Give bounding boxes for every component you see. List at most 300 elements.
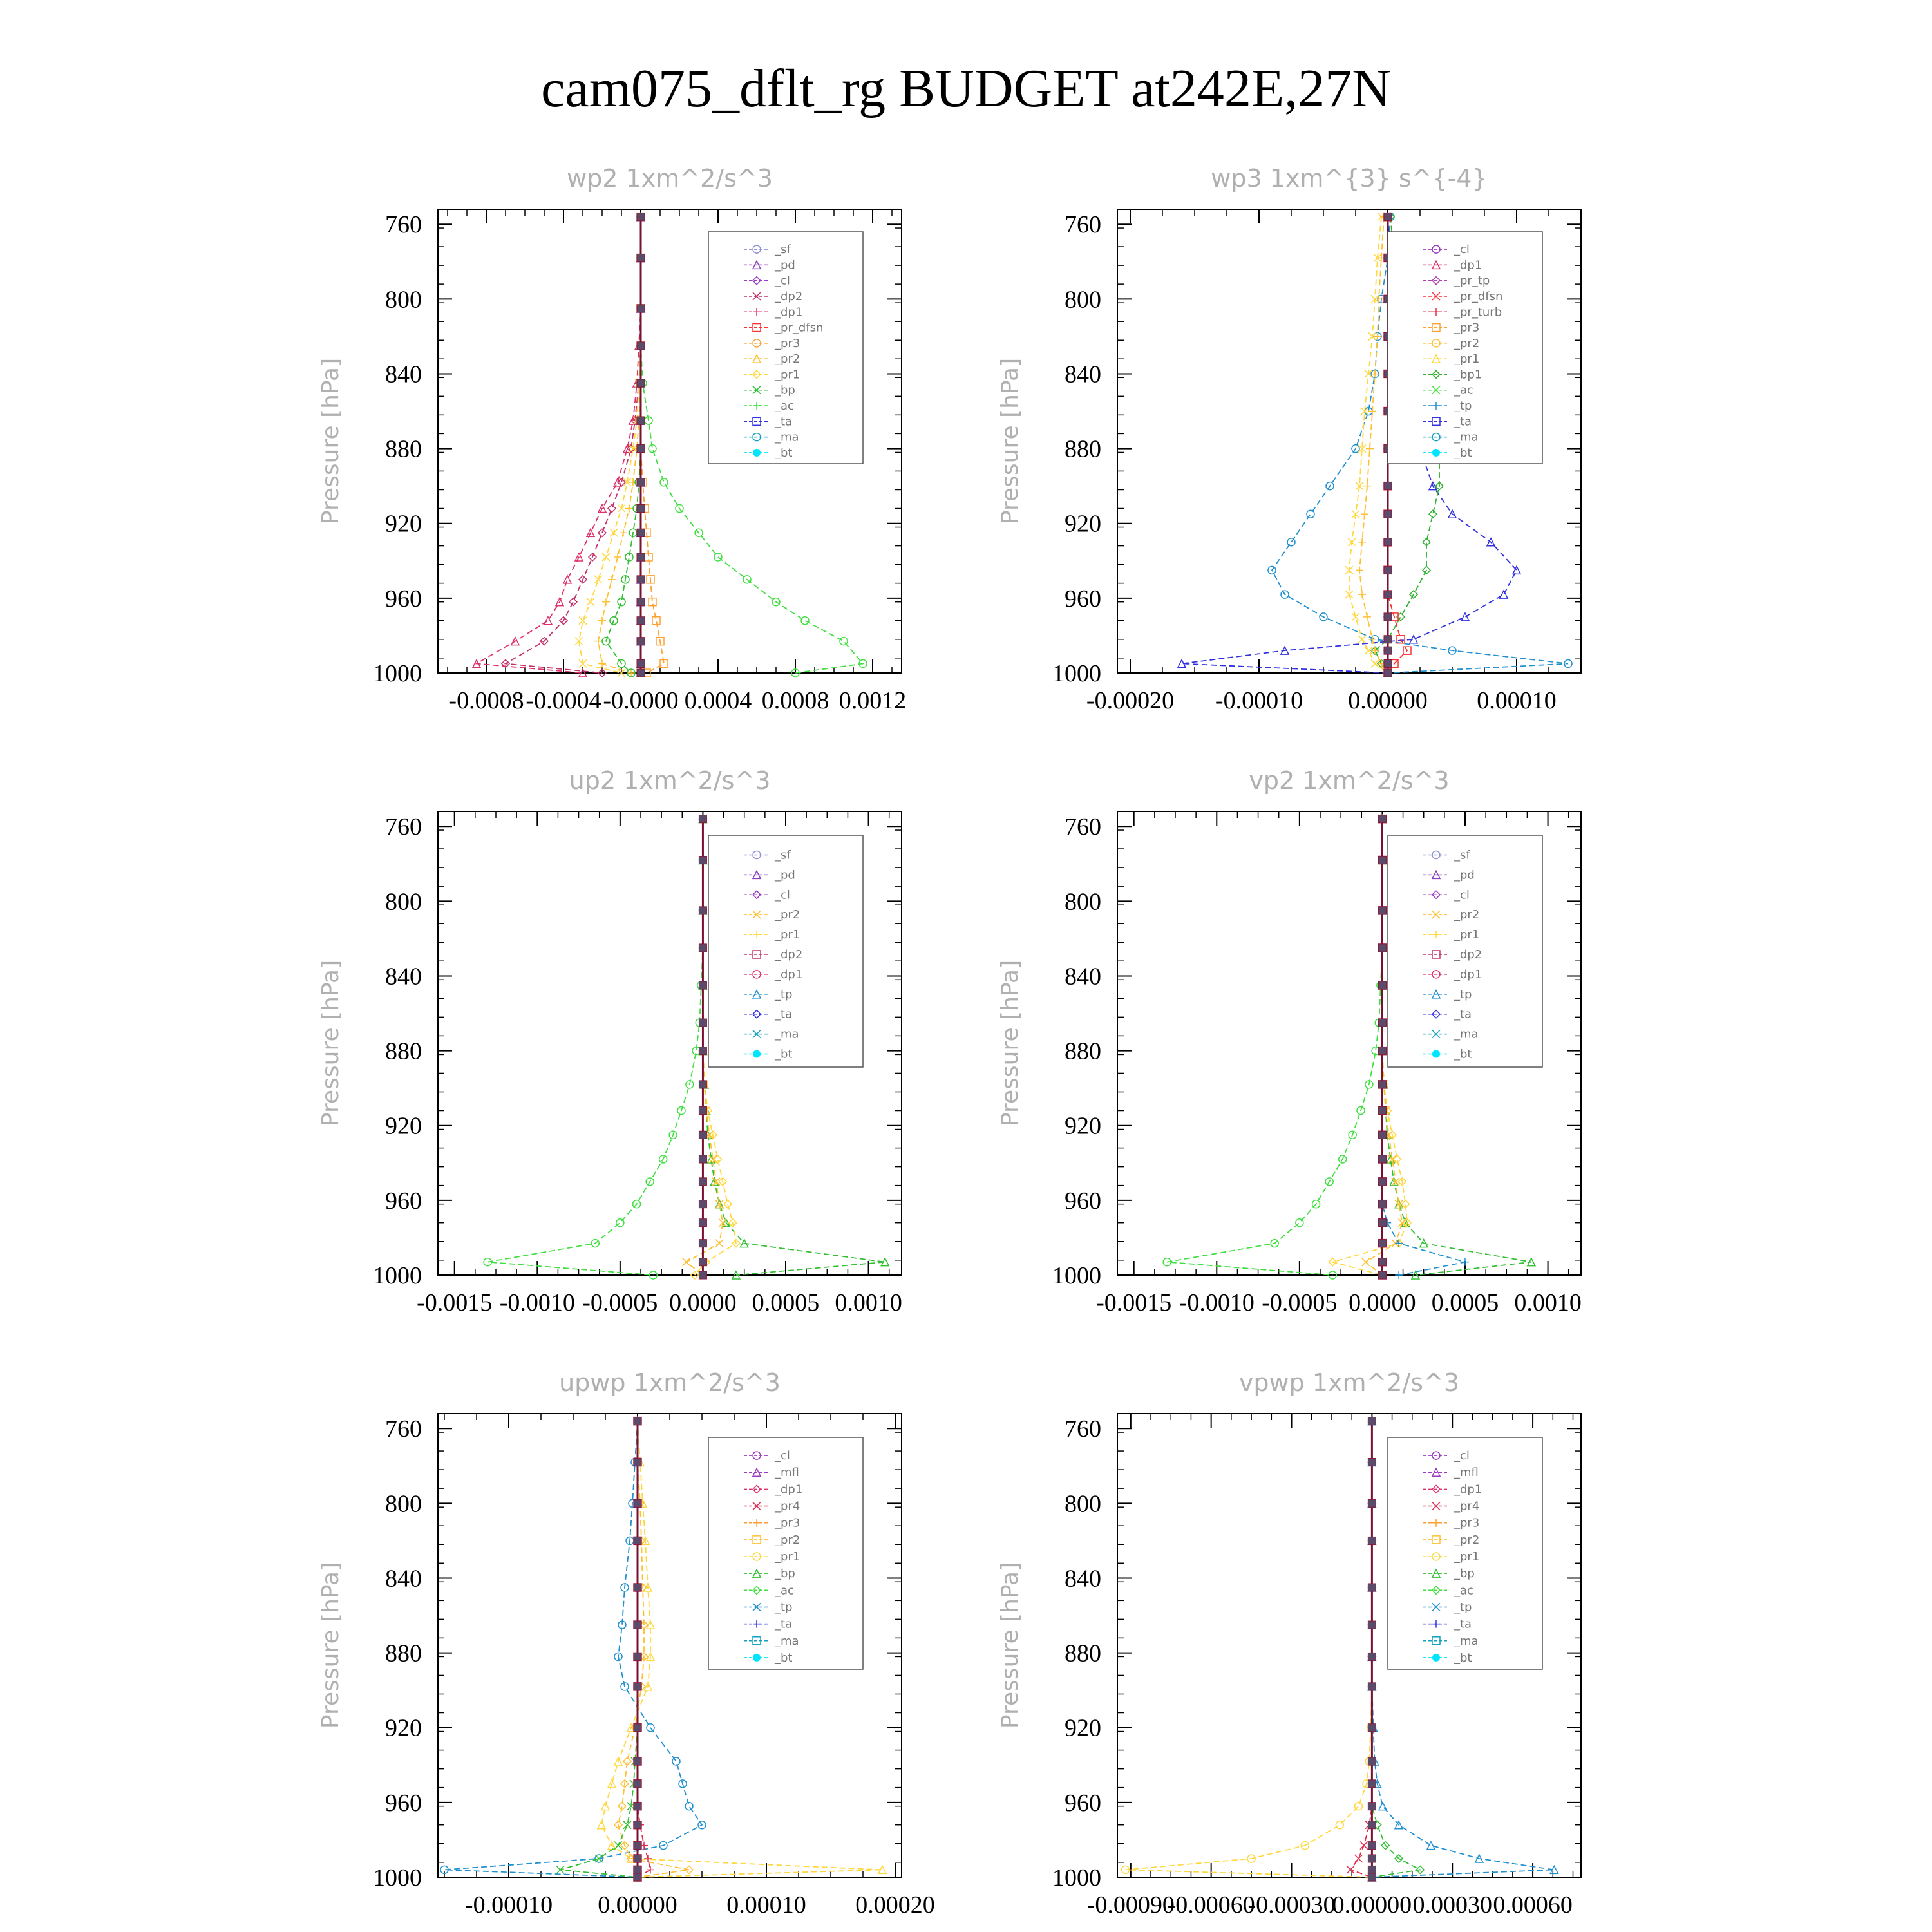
zero-profile-marker [634,1855,641,1862]
zero-profile-marker [1378,1178,1386,1186]
x-tick-label: -0.0000 [603,687,679,714]
y-tick-label: 1000 [1052,1864,1101,1891]
data-point-dp2 [598,529,606,536]
series-line-ac [488,819,703,1275]
x-tick-label: -0.00010 [464,1891,553,1918]
x-tick-label: -0.00090 [1086,1891,1175,1918]
y-tick-label: 840 [1065,361,1101,388]
y-tick-label: 760 [385,1416,422,1443]
y-tick-label: 880 [1065,1640,1101,1667]
x-tick-label: 0.0010 [835,1289,902,1316]
zero-profile-marker [1378,856,1386,864]
zero-profile-marker [1378,1271,1386,1279]
zero-profile-marker [1384,636,1392,643]
zero-profile-marker [1384,613,1392,621]
legend-label: _mfl [1454,1466,1479,1480]
zero-profile-marker [637,379,645,387]
data-point-pr2 [608,576,616,583]
zero-profile-marker [637,213,645,221]
zero-profile-marker [637,576,645,583]
y-tick-label: 920 [385,1112,422,1140]
zero-profile-marker [699,1081,706,1088]
y-tick-label: 880 [1065,435,1101,463]
data-point-tp [672,1757,680,1765]
data-point-dp1 [544,617,552,625]
data-point-pr1 [724,1200,732,1208]
zero-profile-marker [699,907,706,914]
legend [1388,1437,1542,1669]
panel-subtitle: wp3 1xm^{3} s^{-4} [1211,164,1488,193]
zero-profile-marker [637,669,645,677]
data-point-pr2 [1362,1258,1370,1266]
legend-label: _pr1 [775,1550,800,1564]
zero-profile-marker [1378,981,1386,989]
legend-label: _ac [1454,1584,1473,1598]
y-tick-label: 800 [385,1490,422,1518]
zero-profile-marker [1378,1258,1386,1266]
y-tick-label: 1000 [1052,1262,1101,1289]
zero-profile-marker [1384,566,1392,574]
legend-label: _mfl [775,1466,799,1480]
y-tick-label: 800 [385,888,422,916]
legend [708,835,863,1067]
legend-label: _pr2 [1454,908,1480,922]
legend-label: _ac [775,399,794,413]
legend-label: _pr4 [1454,1499,1480,1513]
y-tick-label: 760 [1065,211,1101,239]
zero-profile-marker [1368,1683,1376,1690]
data-point-pr4 [1360,1842,1368,1850]
x-tick-label: 0.0000 [1349,1289,1416,1316]
zero-profile-marker [1368,1855,1376,1862]
legend-label: _bt [1454,446,1472,460]
legend-label: _pr2 [1454,1533,1480,1547]
zero-profile-marker [1368,1584,1376,1591]
legend-label: _pr2 [1454,336,1480,350]
panels-container [317,164,1582,1918]
zero-profile-marker [699,1131,706,1139]
x-tick-label: 0.0004 [684,687,752,714]
legend-label: _pr1 [1454,352,1480,366]
legend-label: _dp1 [775,305,803,319]
y-tick-label: 880 [385,435,422,463]
data-point-pr1 [610,529,618,536]
legend-label: _cl [1454,1449,1470,1463]
data-point-tp [1427,1842,1435,1850]
zero-profile-marker [1378,1200,1386,1208]
series-line-bp [606,217,641,673]
data-point-ac [840,638,848,645]
y-tick-label: 800 [1065,888,1101,916]
data-point-ac [1296,1219,1303,1227]
x-tick-label: 0.0005 [752,1289,820,1316]
zero-profile-marker [1378,907,1386,914]
zero-profile-marker [634,1757,641,1765]
y-axis-label: Pressure [hPa] [317,357,344,525]
x-tick-label: -0.00010 [1215,687,1303,714]
y-tick-label: 760 [385,813,422,841]
legend-marker-bt [753,449,761,457]
x-tick-label: 0.0005 [1431,1289,1499,1316]
y-tick-label: 920 [1065,510,1101,538]
y-tick-label: 760 [1065,813,1101,841]
x-tick-label: 0.00020 [855,1891,935,1918]
data-point-tp [685,1803,693,1810]
x-tick-label: 0.0000 [669,1289,737,1316]
legend-label: _bp1 [1454,368,1482,382]
panel-subtitle: vp2 1xm^2/s^3 [1249,766,1450,795]
zero-profile-marker [634,1873,641,1881]
legend-label: _ma [1454,1027,1479,1041]
y-tick-label: 920 [385,510,422,538]
zero-profile-marker [634,1621,641,1629]
y-tick-label: 960 [385,585,422,612]
legend-label: _sf [775,848,791,862]
data-point-pr1 [1345,591,1353,598]
data-point-bp [556,1866,564,1873]
data-point-pr2 [625,505,633,513]
legend-label: _pr3 [1454,321,1480,335]
zero-profile-marker [634,1866,641,1873]
data-point-ta [1500,591,1508,598]
legend-label: _pr1 [1454,1550,1480,1564]
y-tick-label: 920 [1065,1112,1101,1140]
data-point-ac [660,478,668,486]
legend-label: _bt [1454,1651,1472,1665]
y-tick-label: 960 [385,1789,422,1817]
zero-profile-marker [1384,591,1392,598]
legend-label: _bt [1454,1047,1472,1061]
zero-profile-marker [1378,944,1386,952]
y-tick-label: 1000 [1052,660,1101,687]
x-tick-label: 0.00030 [1412,1891,1492,1918]
data-point-pr1 [602,553,610,561]
data-point-pr2 [614,553,621,561]
legend-label: _pr1 [775,928,800,942]
data-point-pr2 [598,659,606,667]
data-point-pr2 [1368,408,1376,415]
zero-profile-marker [699,1271,706,1279]
legend-label: _tp [1454,399,1472,413]
zero-profile-marker [637,659,645,667]
legend-label: _tp [775,987,793,1001]
zero-profile-marker [1384,510,1392,518]
x-tick-label: 0.00060 [1493,1891,1573,1918]
legend-label: _ta [775,1617,793,1631]
data-point-ac [616,1219,624,1227]
legend-label: _dp1 [1454,258,1482,272]
zero-profile-marker [1384,213,1392,221]
legend-label: _pr_dfsn [1454,290,1503,303]
x-tick-label: 0.00000 [1348,687,1428,714]
legend [708,232,863,464]
zero-profile-marker [1378,815,1386,823]
zero-profile-marker [1378,1047,1386,1055]
zero-profile-marker [634,1780,641,1788]
data-point-tp [1395,1271,1403,1279]
y-axis-label: Pressure [hPa] [997,1562,1023,1729]
data-point-pr2 [1361,510,1368,518]
zero-profile-marker [1378,1107,1386,1115]
zero-profile-marker [699,1155,706,1163]
legend-label: _tp [1454,1600,1472,1615]
series-line-pr1 [1125,1421,1372,1877]
y-axis-label: Pressure [hPa] [317,960,344,1127]
data-point-pr2 [1358,538,1366,546]
zero-profile-marker [1378,1219,1386,1227]
legend-label: _ta [1454,1617,1472,1631]
zero-profile-marker [1378,1019,1386,1027]
legend-label: _pr3 [775,1516,800,1530]
zero-profile-marker [1378,1131,1386,1139]
legend-label: _pr3 [775,336,800,350]
legend-label: _ta [1454,1007,1472,1021]
zero-profile-marker [699,981,706,989]
zero-profile-marker [1368,1866,1376,1873]
x-tick-label: -0.0005 [582,1289,658,1316]
zero-profile-marker [634,1417,641,1425]
legend-label: _ac [1454,383,1473,397]
data-point-pr1 [1352,613,1359,621]
zero-profile-marker [699,1219,706,1227]
legend-label: _ma [1454,430,1479,444]
legend-label: _dp2 [775,290,803,303]
zero-profile-marker [1384,538,1392,546]
legend-label: _dp1 [775,1482,803,1497]
zero-profile-marker [637,305,645,312]
legend-label: _pr_tp [1454,274,1490,288]
legend-marker-bt [1432,1050,1440,1058]
data-point-pr1 [618,505,625,513]
data-point-dp2 [569,598,577,606]
legend-label: _pr4 [775,1499,800,1513]
zero-profile-marker [634,1683,641,1690]
legend-label: _bp [775,1567,795,1581]
legend-label: _bt [775,1047,793,1061]
y-axis-label: Pressure [hPa] [997,357,1023,525]
zero-profile-marker [1368,1873,1376,1881]
legend-label: _ma [775,1027,799,1041]
legend-label: _dp1 [1454,1482,1482,1497]
zero-profile-marker [1378,1155,1386,1163]
x-tick-label: 0.0012 [838,687,907,714]
zero-profile-marker [1378,1240,1386,1247]
zero-profile-marker [634,1821,641,1829]
zero-profile-marker [1384,669,1392,677]
y-tick-label: 880 [1065,1037,1101,1065]
legend-label: _dp2 [775,948,803,961]
panel-subtitle: up2 1xm^2/s^3 [569,766,771,795]
data-point-pr1 [1355,1803,1363,1810]
data-point-pr4 [647,1866,654,1873]
zero-profile-marker [699,1019,706,1027]
zero-profile-marker [637,254,645,261]
x-tick-label: -0.00030 [1247,1891,1336,1918]
zero-profile-marker [637,342,645,350]
zero-profile-marker [1368,1417,1376,1425]
chart-panel-wp2 [317,164,906,714]
legend-marker-bt [753,1050,761,1058]
chart-panel-vpwp [997,1368,1581,1918]
zero-profile-marker [699,1258,706,1266]
zero-profile-marker [637,617,645,625]
x-tick-label: 0.00000 [1332,1891,1412,1918]
x-tick-label: -0.0010 [499,1289,575,1316]
legend-marker-bt [753,1654,761,1662]
y-tick-label: 960 [1065,1789,1101,1817]
y-tick-label: 800 [1065,286,1101,314]
zero-profile-marker [1368,1458,1376,1466]
data-point-pr4 [1347,1866,1354,1873]
y-tick-label: 880 [385,1037,422,1065]
legend-label: _pd [775,868,795,882]
legend-label: _ma [1454,1634,1479,1648]
zero-profile-marker [1384,659,1392,667]
zero-profile-marker [699,944,706,952]
legend-marker-bt [1432,1654,1440,1662]
data-point-ta [1461,613,1469,621]
x-tick-label: -0.0005 [1262,1289,1338,1316]
zero-profile-marker [1368,1803,1376,1810]
y-tick-label: 840 [1065,1565,1101,1593]
y-tick-label: 1000 [373,1262,422,1289]
zero-profile-marker [1368,1621,1376,1629]
legend-marker-bt [1432,449,1440,457]
zero-profile-marker [634,1537,641,1544]
y-tick-label: 1000 [373,1864,422,1891]
x-tick-label: -0.0015 [417,1289,493,1316]
zero-profile-marker [637,529,645,536]
zero-profile-marker [699,815,706,823]
data-point-pr2 [1366,445,1374,453]
data-point-pr2 [715,1240,723,1247]
legend-label: _bt [775,1651,793,1665]
zero-profile-marker [637,445,645,453]
zero-profile-marker [634,1653,641,1660]
legend [1388,835,1542,1067]
zero-profile-marker [1368,1653,1376,1660]
zero-profile-marker [634,1499,641,1507]
series-line-pr2 [598,217,641,673]
data-point-dp2 [608,505,616,513]
y-tick-label: 840 [1065,963,1101,990]
zero-profile-marker [634,1803,641,1810]
zero-profile-marker [1378,1081,1386,1088]
chart-panel-upwp [317,1368,935,1918]
data-point-pr1 [1358,636,1366,643]
zero-profile-marker [1368,1537,1376,1544]
legend-label: _ta [1454,415,1472,429]
legend-label: _pr2 [775,352,800,366]
data-point-pr2 [598,617,606,625]
legend [708,1437,863,1669]
zero-profile-marker [634,1458,641,1466]
zero-profile-marker [637,417,645,424]
data-point-bp1 [1429,510,1437,518]
data-point-pr4 [644,1855,652,1862]
legend-label: _pr2 [775,1533,800,1547]
data-point-pr2 [1363,482,1371,490]
data-point-pr2 [594,638,602,645]
legend-label: _cl [1454,888,1470,902]
series-line-bp [560,1421,638,1877]
legend-label: _dp1 [1454,967,1482,981]
legend-label: _dp2 [1454,948,1482,961]
y-tick-label: 840 [385,361,422,388]
x-tick-label: -0.0004 [526,687,601,714]
zero-profile-marker [699,1107,706,1115]
y-tick-label: 800 [1065,1490,1101,1518]
zero-profile-marker [1368,1757,1376,1765]
legend-label: _pr_dfsn [775,321,824,335]
zero-profile-marker [637,598,645,606]
panel-subtitle: vpwp 1xm^2/s^3 [1238,1368,1460,1397]
legend-label: _ma [775,1634,799,1648]
x-tick-label: -0.0010 [1179,1289,1255,1316]
legend-label: _pr2 [775,908,800,922]
legend-label: _ta [775,415,793,429]
legend-label: _sf [775,243,791,257]
data-point-tp [1461,1258,1469,1266]
legend-label: _ma [775,430,799,444]
y-tick-label: 960 [1065,1187,1101,1215]
data-point-tp [1307,510,1314,518]
data-point-pr2 [602,598,610,606]
panel-subtitle: upwp 1xm^2/s^3 [559,1368,781,1397]
legend-label: _bp [1454,1567,1475,1581]
y-tick-label: 920 [1065,1714,1101,1742]
legend-label: _tp [1454,987,1472,1001]
y-axis-label: Pressure [hPa] [997,960,1023,1127]
zero-profile-marker [699,1200,706,1208]
data-point-pr1 [1336,1821,1343,1829]
y-tick-label: 880 [385,1640,422,1667]
legend [1388,232,1542,464]
legend-label: _pr1 [775,368,800,382]
series-line-tp [444,1421,702,1877]
x-tick-label: 0.0010 [1514,1289,1582,1316]
data-point-dp1 [564,576,571,583]
legend-label: _bt [775,446,793,460]
legend-label: _cl [775,274,790,288]
x-tick-label: -0.00060 [1167,1891,1255,1918]
data-point-pr2 [1358,591,1366,598]
panel-subtitle: wp2 1xm^2/s^3 [567,164,773,193]
zero-profile-marker [637,553,645,561]
y-tick-label: 920 [385,1714,422,1742]
figure-title: cam075_dflt_rg BUDGET at242E,27N [541,59,1391,118]
legend-label: _dp1 [775,967,803,981]
legend-label: _pd [1454,868,1475,882]
legend-label: _ta [775,1007,793,1021]
data-point-pr4 [1355,1855,1363,1862]
chart-panel-vp2 [997,766,1582,1316]
zero-profile-marker [634,1842,641,1850]
y-tick-label: 840 [385,1565,422,1593]
y-tick-label: 800 [385,286,422,314]
data-point-pr2 [1363,613,1371,621]
legend-label: _pr1 [1454,928,1480,942]
y-tick-label: 960 [385,1187,422,1215]
legend-label: _tp [775,1600,793,1615]
legend-label: _cl [775,888,790,902]
legend-label: _sf [1454,848,1470,862]
zero-profile-marker [634,1724,641,1732]
legend-label: _cl [1454,243,1470,257]
zero-profile-marker [1384,482,1392,490]
x-tick-label: 0.00010 [1477,687,1557,714]
legend-label: _bp [775,383,795,397]
